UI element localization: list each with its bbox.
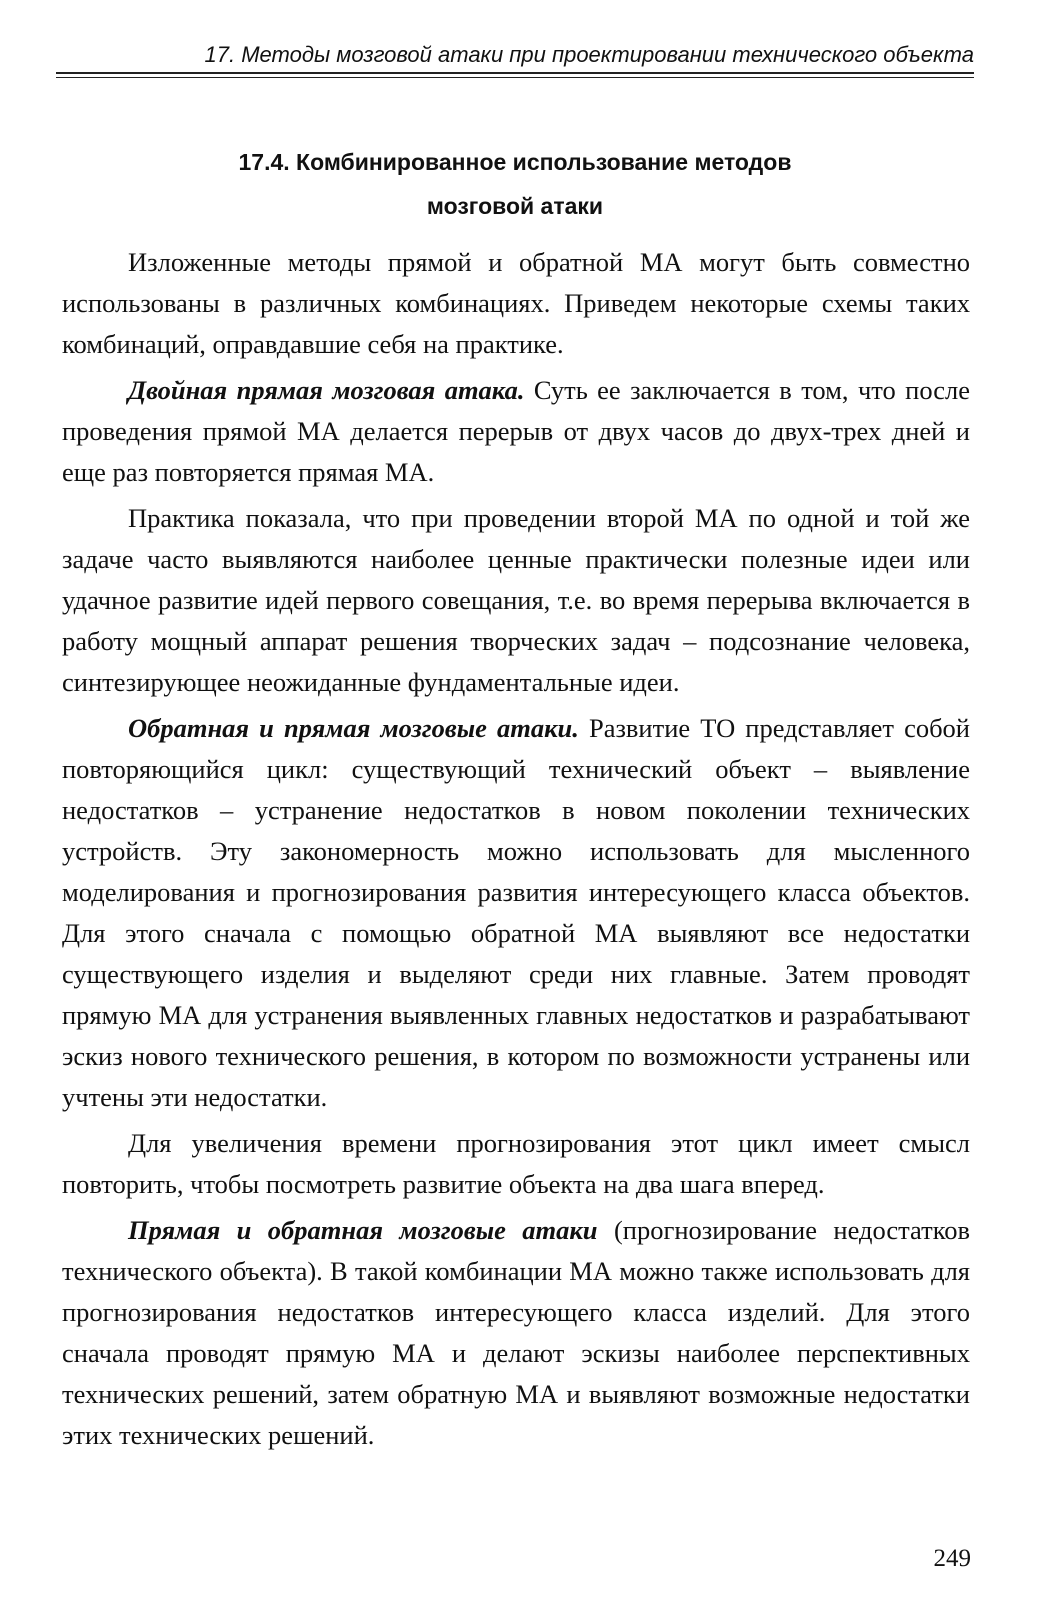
paragraph-lead-term: Двойная прямая мозговая атака.	[128, 375, 525, 405]
paragraph	[62, 370, 970, 493]
paragraph	[62, 1210, 970, 1456]
section-title	[56, 140, 974, 228]
paragraph-text: Изложенные методы прямой и обратной МА могут быть совместно использованы в различных комбинациях. Приведем некоторые схемы таких комбинаций, оправдавшие себя на практике.	[62, 247, 970, 359]
header-rule-bottom	[56, 77, 974, 78]
paragraph	[62, 708, 970, 1118]
body-text	[62, 242, 970, 1456]
paragraph	[62, 1123, 970, 1205]
paragraph-text: Для увеличения времени прогнозирования этот цикл имеет смысл повторить, чтобы посмотреть развитие объекта на два шага вперед.	[62, 1128, 970, 1199]
paragraph-lead-term: Обратная и прямая мозговые атаки.	[128, 713, 579, 743]
header-rule-top	[56, 72, 974, 74]
paragraph-text: (прогнозирование недостатков технического объекта). В такой комбинации МА можно также использовать для прогнозирования недостатков интересующего класса изделий. Для этого сначала проводят прямую МА и делают эскизы наиболее перспективных технических решений, затем обратную МА и выявляют возможные недостатки этих технических решений.	[62, 1215, 970, 1450]
page-number: 249	[933, 1545, 971, 1572]
paragraph-text: Практика показала, что при проведении второй МА по одной и той же задаче часто выявляются наиболее ценные практически полезные идеи или удачное развитие идей первого совещания, т.е. во время перерыва включается в работу мощный аппарат решения творческих задач – подсознание человека, синтезирующее неожиданные фундаментальные идеи.	[62, 503, 970, 697]
paragraph	[62, 498, 970, 703]
paragraph-lead-term: Прямая и обратная мозговые атаки	[128, 1215, 598, 1245]
section-title-line-2: мозговой атаки	[426, 193, 604, 219]
section-title-line-1: 17.4. Комбинированное использование методов	[238, 149, 792, 175]
running-header: 17. Методы мозговой атаки при проектировании технического объекта	[204, 42, 974, 67]
paragraph-text: Развитие ТО представляет собой повторяющийся цикл: существующий технический объект – выявление недостатков – устранение недостатков в новом поколении технических устройств. Эту закономерность можно использовать для мысленного моделирования и прогнозирования развития интересующего класса объектов. Для этого сначала с помощью обратной МА выявляют все недостатки существующего изделия и выделяют среди них главные. Затем проводят прямую МА для устранения выявленных главных недостатков и разрабатывают эскиз нового технического решения, в котором по возможности устранены или учтены эти недостатки.	[62, 713, 970, 1112]
paragraph-text: Суть ее заключается в том, что после проведения прямой МА делается перерыв от двух часов до двух-трех дней и еще раз повторяется прямая МА.	[62, 375, 970, 487]
paragraph	[62, 242, 970, 365]
